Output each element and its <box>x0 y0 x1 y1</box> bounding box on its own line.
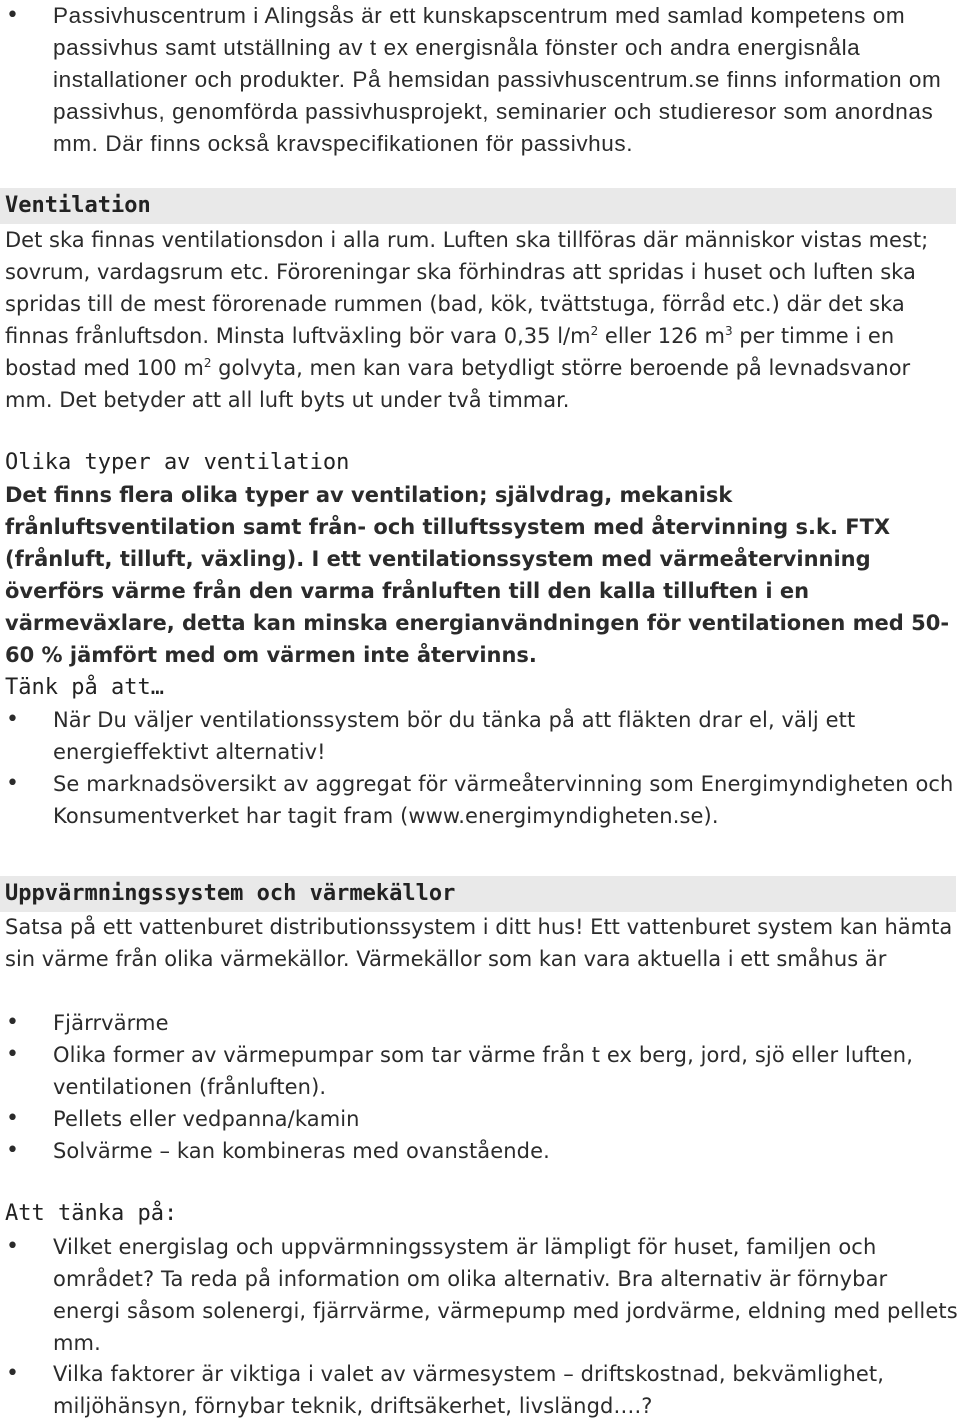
bullet-icon: • <box>6 3 19 28</box>
ventilation-heading: Ventilation <box>5 193 151 218</box>
tank-heading: Tänk på att… <box>5 675 164 700</box>
bullet-icon: • <box>6 1042 19 1067</box>
heating-item-text: Olika former av värmepumpar som tar värme från t ex berg, jord, sjö eller luften, ventilationen (frånluften). <box>53 1043 913 1099</box>
heating-item-text: Fjärrvärme <box>53 1011 169 1035</box>
att-item-text: Vilket energislag och uppvärmningssystem är lämpligt för huset, familjen och området? Ta reda på information om olika alternativ. Bra alternativ är förnybar energi såsom solenergi, fjärrvärme, värmepump med jordvärme, eldning med pellets mm. <box>53 1235 958 1355</box>
section-heading-bar <box>0 876 956 912</box>
heating-item-text: Solvärme – kan kombineras med ovanstående. <box>53 1139 550 1163</box>
bullet-icon: • <box>6 1361 19 1386</box>
section-heading-bar <box>0 188 956 224</box>
bullet-icon: • <box>6 707 19 732</box>
ventilation-paragraph: Det ska finnas ventilationsdon i alla rum. Luften ska tillföras där människor vistas mest; sovrum, vardagsrum etc. Föroreningar ska förhindras att spridas i huset och luften ska spridas till de mest förorenade rummen (bad, kök, tvättstuga, förråd etc.) där det ska finnas frånluftsdon. Minsta luftväxling bör vara 0,35 $l/m^2$ eller 126 $m^3$ per timme i en bostad med 100 $m^2$ golvyta, men kan vara betydligt större beroende på levnadsvanor mm. Det betyder att all luft byts ut under två timmar. <box>5 228 929 412</box>
heating-paragraph: Satsa på ett vattenburet distributionssystem i ditt hus! Ett vattenburet system kan hämta sin värme från olika värmekällor. Värmekällor som kan vara aktuella i ett småhus är <box>5 915 953 971</box>
bullet-icon: • <box>6 1234 19 1259</box>
tank-item-text: När Du väljer ventilationssystem bör du tänka på att fläkten drar el, välj ett energieffektivt alternativ! <box>53 708 856 764</box>
bullet-icon: • <box>6 1010 19 1035</box>
ventilation-types-heading: Olika typer av ventilation <box>5 450 350 475</box>
bullet-icon: • <box>6 771 19 796</box>
bullet-icon: • <box>6 1106 19 1131</box>
att-heading: Att tänka på: <box>5 1201 178 1226</box>
intro-bullet-text: Passivhuscentrum i Alingsås är ett kunskapscentrum med samlad kompetens om passivhus samt utställning av t ex energisnåla fönster och andra energisnåla installationer och produkter. På hemsidan passivhuscentrum.se finns information om passivhus, genomförda passivhusprojekt, seminarier och studieresor som anordnas mm. Där finns också kravspecifikationen för passivhus. <box>53 3 942 156</box>
att-item-text: Vilka faktorer är viktiga i valet av värmesystem – driftskostnad, bekvämlighet, miljöhänsyn, förnybar teknik, driftsäkerhet, livslängd….? <box>53 1362 885 1418</box>
heating-heading: Uppvärmningssystem och värmekällor <box>5 881 456 906</box>
bullet-icon: • <box>6 1138 19 1163</box>
tank-item-text: Se marknadsöversikt av aggregat för värmeåtervinning som Energimyndigheten och Konsumentverket har tagit fram (www.energimyndigheten.se). <box>53 772 954 828</box>
ventilation-types-text: Det finns flera olika typer av ventilation; självdrag, mekanisk frånluftsventilation samt från- och tilluftssystem med återvinning s.k. FTX (frånluft, tilluft, växling). I ett ventilationssystem med värmeåtervinning överförs värme från den varma frånluften till den kalla tilluften i en värmeväxlare, detta kan minska energianvändningen för ventilationen med 50-60 % jämfört med om värmen inte återvinns. <box>5 483 950 667</box>
heating-item-text: Pellets eller vedpanna/kamin <box>53 1107 360 1131</box>
